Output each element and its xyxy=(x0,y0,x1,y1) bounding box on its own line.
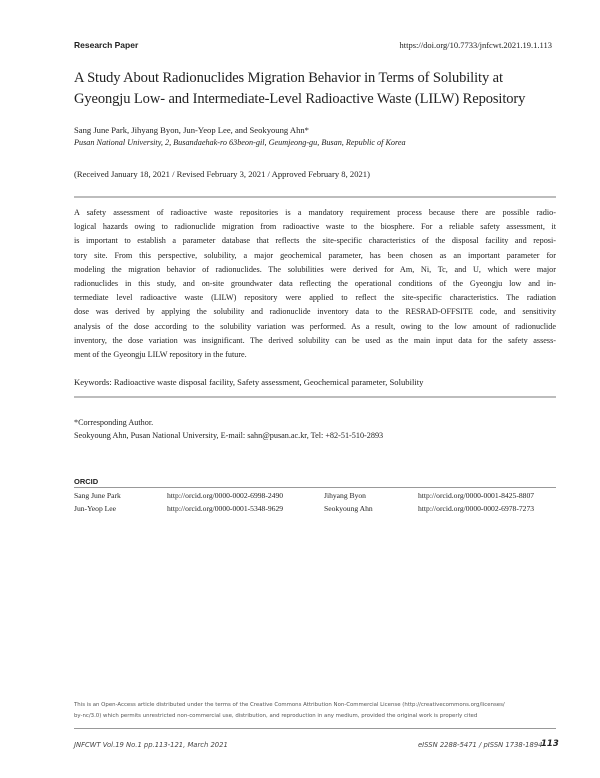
footer-divider xyxy=(74,728,556,729)
orcid-author-name: Sang June Park xyxy=(74,491,121,500)
orcid-link[interactable]: http://orcid.org/0000-0001-5348-9629 xyxy=(167,504,284,513)
section-label: Research Paper xyxy=(74,40,139,50)
page-number: 113 xyxy=(541,739,559,749)
license-line: This is an Open-Access article distributed under the terms of the Creative Commons Attribution Non-Commercial License (http://creativecommons.org/licenses/ xyxy=(74,702,505,708)
abstract-line: ment of the Gyeongju LILW repository in the future. xyxy=(74,350,247,360)
abstract-line: analysis of the dose according to the solubility variation was performed. As a result, owing to the low amount of radionuclide xyxy=(74,321,556,331)
orcid-divider xyxy=(74,487,556,488)
author-list: Sang June Park, Jihyang Byon, Jun-Yeop Lee, and Seokyoung Ahn* xyxy=(74,125,309,135)
orcid-link[interactable]: http://orcid.org/0000-0001-8425-8807 xyxy=(418,491,535,500)
abstract-line: logical hazards owing to radionuclide migration from radioactive waste to the biosphere. For a reliable safety assessment, it xyxy=(74,222,556,232)
abstract xyxy=(74,206,556,362)
license-line: by-nc/3.0) which permits unrestricted non-commercial use, distribution, and reproduction in any medium, provided the original work is properly cited xyxy=(74,713,478,719)
orcid-author-name: Seokyoung Ahn xyxy=(324,504,373,513)
abstract-line: modeling the migration behavior of radionuclides. The solubilities were derived for Am, Ni, Tc, and U, which were major xyxy=(74,264,556,274)
abstract-line: radionuclides in this study, and on-site groundwater data reflecting the operational conditions of the Gyeongju low and in- xyxy=(74,279,556,289)
keywords: Keywords: Radioactive waste disposal facility, Safety assessment, Geochemical parameter, Solubility xyxy=(74,377,424,387)
paper-title xyxy=(74,68,574,110)
title-line: A Study About Radionuclides Migration Behavior in Terms of Solubility at xyxy=(74,70,503,86)
divider xyxy=(74,196,556,198)
orcid-author-name: Jihyang Byon xyxy=(324,491,366,500)
journal-citation: JNFCWT Vol.19 No.1 pp.113-121, March 2021 xyxy=(74,741,228,749)
abstract-line: A safety assessment of radioactive waste repositories is a mandatory requirement process because there are possible radio- xyxy=(74,208,556,217)
corresponding-info: Seokyoung Ahn, Pusan National University, E-mail: sahn@pusan.ac.kr, Tel: +82-51-510-2893 xyxy=(74,431,384,440)
abstract-line: is important to establish a parameter database that reflects the site-specific characteristics of the disposal facility and reposi- xyxy=(74,236,556,246)
orcid-link[interactable]: http://orcid.org/0000-0002-6998-2490 xyxy=(167,491,284,500)
orcid-heading: ORCID xyxy=(74,477,99,486)
divider xyxy=(74,396,556,398)
license-note xyxy=(74,700,564,722)
abstract-line: inventory, the dose variation was insignificant. The derived solubility can be used as the main input data for the safety assess- xyxy=(74,335,556,345)
title-line: Gyeongju Low- and Intermediate-Level Radioactive Waste (LILW) Repository xyxy=(74,91,526,107)
abstract-line: termediate level radioactive waste (LILW) repository were applied to reflect the site-specific characteristics. The radiation xyxy=(74,293,556,303)
orcid-author-name: Jun-Yeop Lee xyxy=(74,504,117,513)
submission-dates: (Received January 18, 2021 / Revised February 3, 2021 / Approved February 8, 2021) xyxy=(74,169,370,179)
affiliation: Pusan National University, 2, Busandaehak-ro 63beon-gil, Geumjeong-gu, Busan, Republic of Korea xyxy=(74,138,406,147)
doi-link[interactable]: https://doi.org/10.7733/jnfcwt.2021.19.1.113 xyxy=(399,40,552,50)
orcid-link[interactable]: http://orcid.org/0000-0002-6978-7273 xyxy=(418,504,535,513)
abstract-line: tory site. From this perspective, solubility, a major geochemical parameter, has been chosen as an important parameter for xyxy=(74,250,556,260)
abstract-line: dose was derived by applying the solubility and radionuclide inventory data to the RESRAD-OFFSITE code, and sensitivity xyxy=(74,307,556,317)
issn-info: eISSN 2288-5471 / pISSN 1738-1894 xyxy=(418,741,543,749)
corresponding-label: *Corresponding Author. xyxy=(74,418,154,427)
